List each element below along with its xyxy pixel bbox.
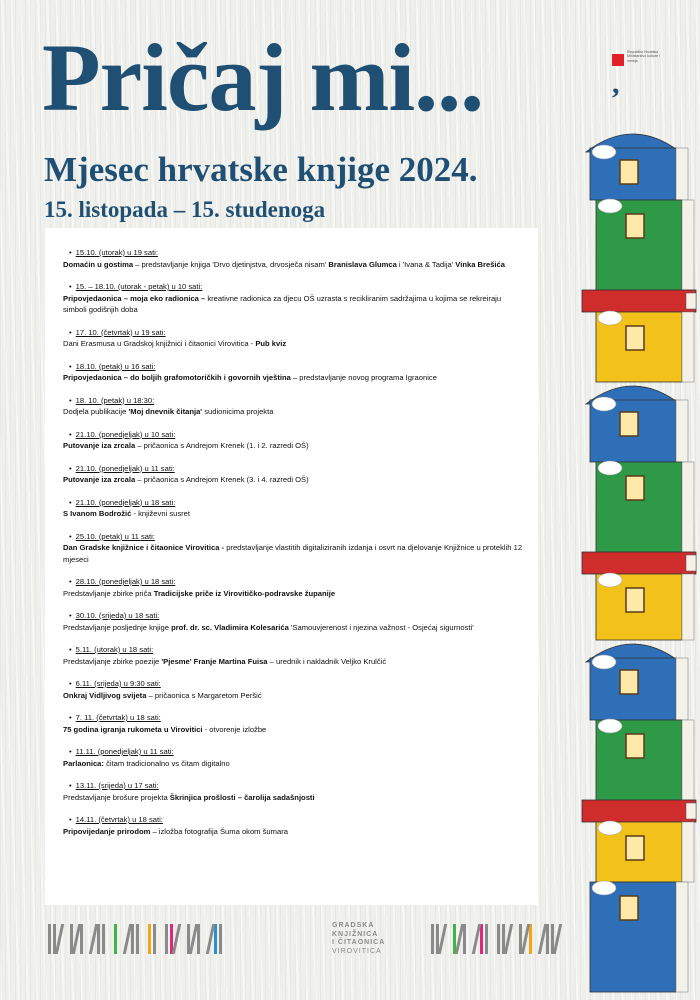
logo-bar [446, 924, 451, 954]
house-pages-shape [676, 400, 688, 462]
window-shape [620, 670, 638, 694]
event-datetime: • 17. 10. (četvrtak) u 19 sati: [63, 328, 166, 337]
event-description [63, 758, 523, 770]
library-city: VIROVITICA [332, 947, 382, 955]
event-highlight: 'Moj dnevnik čitanja' [128, 407, 203, 416]
logo-bar [463, 924, 466, 954]
event-item [63, 361, 523, 384]
event-description [63, 792, 523, 804]
event-item [63, 780, 523, 803]
event-highlight: Škrinjica prošlosti – čarolija sadašnjosti [169, 792, 315, 802]
logo-bar [490, 924, 495, 954]
house-pages-shape [676, 658, 688, 720]
event-text: predstavljanje vlastitih digitaliziranih izdanja i osvrt na djelovanje Knjižnice u proteklih 12 mjeseci [63, 543, 523, 564]
poster-subtitle: Mjesec hrvatske knjige 2024. [44, 150, 478, 189]
event-datetime: • 30.10. (srijeda) u 18 sati: [63, 611, 159, 620]
library-name-line: GRADSKA [332, 922, 375, 929]
event-datetime: • 13.11. (srijeda) u 17 sati: [63, 781, 159, 790]
speech-bubble-shape [598, 461, 622, 475]
logo-bar [529, 924, 532, 954]
logo-bar [158, 924, 163, 954]
house-pages-shape [682, 822, 694, 882]
event-highlight: Vinka Brešića [455, 259, 505, 269]
event-text: - književni susret [131, 509, 191, 518]
event-highlight: 75 godina igranja rukometa u Virovitici [63, 724, 203, 734]
house-pages-shape [682, 462, 694, 552]
logo-bar [485, 924, 488, 954]
event-description [63, 690, 523, 702]
window-shape [620, 896, 638, 920]
library-name [332, 922, 412, 956]
event-description [63, 724, 523, 736]
event-highlight: 'Pjesme' Franje Martina Fuisa [161, 656, 268, 666]
event-highlight: Tradicijske priče iz Virovitičko-podravske županije [153, 588, 336, 598]
event-description [63, 440, 523, 452]
window-shape [626, 734, 644, 758]
logo-bar [131, 924, 134, 954]
logo-bar [480, 924, 483, 954]
house-pages-shape [682, 312, 694, 382]
logo-bar [97, 924, 100, 954]
event-text: Predstavljanje zbirke priča [63, 588, 154, 598]
event-datetime: • 6.11. (srijeda) u 9:30 sati: [63, 679, 161, 688]
event-description [63, 372, 523, 384]
library-name-line: KNJIŽNICA [332, 930, 379, 938]
event-highlight: S Ivanom Bodrožić [63, 509, 132, 518]
event-highlight: Pub kviz [255, 339, 287, 348]
logo-bar [114, 924, 117, 954]
window-shape [626, 214, 644, 238]
event-highlight: Putovanje iza zrcala [63, 441, 136, 450]
speech-bubble-shape [592, 145, 616, 159]
event-datetime: • 28.10. (ponedjeljak) u 18 sati: [63, 577, 175, 586]
book-houses-illustration [568, 120, 700, 1000]
event-datetime: • 5.11. (utorak) u 18 sati: [63, 645, 153, 654]
speech-bubble-shape [598, 821, 622, 835]
event-text: Predstavljanje brošure projekta [63, 792, 170, 802]
window-shape [620, 412, 638, 436]
event-item [63, 576, 523, 599]
event-text: - otvorenje izložbe [202, 724, 267, 734]
event-highlight: Dan Gradske knjižnice i čitaonice Virovitica - [63, 543, 225, 552]
event-highlight: Onkraj Vidljivog svijeta [63, 690, 147, 700]
red-square-icon [612, 54, 624, 66]
event-item [63, 746, 523, 769]
event-datetime: • 15. – 18.10. (utorak - petak) u 10 sati: [63, 282, 202, 291]
event-text: – pričaonica s Andrejom Krenek (3. i 4. razredi OŠ) [135, 475, 309, 484]
book-spine-shape [582, 290, 696, 312]
comma-mark-icon: , [612, 67, 620, 100]
house-pages-shape [676, 882, 688, 992]
event-text: 'Samouvjerenost i njezina važnost - Osjećaj sigurnosti' [288, 622, 474, 632]
ministry-text: Republika Hrvatska Ministarstvo kulture i medija [627, 50, 660, 63]
event-highlight: prof. dr. sc. Vladimira Kolesarića [171, 622, 289, 632]
events-list [45, 228, 538, 837]
house-pages-shape [682, 574, 694, 640]
speech-bubble-shape [592, 655, 616, 669]
event-item [63, 463, 523, 486]
event-item [63, 327, 523, 350]
event-item [63, 531, 523, 566]
speech-bubble-shape [592, 881, 616, 895]
logo-bar [180, 924, 185, 954]
window-shape [626, 836, 644, 860]
event-item [63, 610, 523, 633]
logo-bar [148, 924, 151, 954]
event-description [63, 293, 523, 316]
event-text: čitam tradicionalno vs čitam digitalno [103, 758, 230, 768]
event-datetime: • 21.10. (ponedjeljak) u 11 sati: [63, 464, 175, 473]
logo-bar [136, 924, 139, 954]
event-datetime: • 21.10. (ponedjeljak) u 18 sati: [63, 498, 175, 507]
book-spine-shape [582, 800, 696, 822]
event-text: Dani Erasmusa u Gradskoj knjižnici i čitaonici Virovitica - [63, 339, 256, 348]
event-text: Predstavljanje zbirke poezije [63, 656, 162, 666]
event-highlight: Domaćin u gostima [63, 259, 134, 269]
logo-bar [197, 924, 200, 954]
event-item [63, 497, 523, 520]
event-text: sudionicima projekta [202, 407, 274, 416]
event-highlight: Pripovjedaonica – moja eko radionica – [63, 293, 206, 303]
event-datetime: • 18. 10. (petak) u 18:30: [63, 396, 154, 405]
logo-bar [153, 924, 156, 954]
speech-bubble-shape [598, 199, 622, 213]
event-datetime: • 14.11. (četvrtak) u 18 sati: [63, 815, 163, 824]
logo-bar [497, 924, 500, 954]
logo-bar [512, 924, 517, 954]
poster-title: Pričaj mi... [42, 24, 484, 131]
logo-bar [80, 924, 83, 954]
logo-bar [48, 924, 51, 954]
event-text: i 'Ivana & Tadija' [396, 259, 456, 269]
window-shape [620, 160, 638, 184]
house-pages-shape [676, 148, 688, 200]
event-highlight: Pripovjedaonica – do boljih grafomotoričkih i govornih vještina [63, 373, 291, 382]
book-pages-shape [686, 293, 696, 309]
logo-bars-left [48, 924, 222, 954]
event-item [63, 395, 523, 418]
logo-bar [165, 924, 168, 954]
event-text: – predstavljanje novog programa Igraonice [290, 373, 437, 382]
event-datetime: • 11.11. (ponedjeljak) u 11 sati: [63, 747, 174, 756]
event-item [63, 678, 523, 701]
event-description [63, 588, 523, 600]
logo-bar [431, 924, 434, 954]
event-highlight: Branislava Glumca [328, 259, 397, 269]
event-text: – urednik i nakladnik Veljko Krulčić [267, 656, 387, 666]
logo-bars-right [431, 924, 559, 954]
logo-bar [141, 924, 146, 954]
event-description [63, 826, 523, 838]
event-text: – pričaonica s Andrejom Krenek (1. i 2. razredi OŠ) [135, 441, 309, 450]
book-pages-shape [686, 555, 696, 571]
speech-bubble-shape [598, 311, 622, 325]
library-logo [46, 920, 546, 958]
window-shape [626, 326, 644, 350]
window-shape [626, 588, 644, 612]
event-description [63, 508, 523, 520]
logo-bar [214, 924, 217, 954]
event-description [63, 542, 523, 565]
library-name-line: I ČITAONICA [332, 939, 386, 946]
event-item [63, 814, 523, 837]
event-text: Predstavljanje posljednje knjige [63, 622, 172, 632]
event-text: – pričaonica s Margaretom Peršić [146, 690, 262, 700]
poster-dates: 15. listopada – 15. studenoga [44, 197, 326, 222]
event-datetime: • 18.10. (petak) u 16 sati: [63, 362, 155, 371]
event-item [63, 644, 523, 667]
event-description [63, 259, 523, 271]
logo-bar [102, 924, 105, 954]
logo-bar [553, 924, 562, 954]
ministry-logo [612, 50, 666, 100]
window-shape [626, 476, 644, 500]
logo-bar [546, 924, 549, 954]
event-description [63, 338, 523, 350]
event-description [63, 406, 523, 418]
speech-bubble-shape [598, 719, 622, 733]
event-description [63, 474, 523, 486]
events-panel [45, 228, 538, 905]
event-datetime: • 21.10. (ponedjeljak) u 10 sati: [63, 430, 175, 439]
house-pages-shape [682, 720, 694, 800]
speech-bubble-shape [592, 397, 616, 411]
event-highlight: Pripovijedanje prirodom [63, 826, 151, 836]
logo-bar [63, 924, 68, 954]
event-text: – izložba fotografija Šuma okom šumara [150, 826, 288, 836]
logo-bar [219, 924, 222, 954]
event-description [63, 622, 523, 634]
event-text: Dodjela publikacije [63, 407, 129, 416]
event-datetime: • 7. 11. (četvrtak) u 18 sati: [63, 713, 161, 722]
event-highlight: Parlaonica: [63, 758, 104, 768]
event-description [63, 656, 523, 668]
event-item [63, 281, 523, 316]
house-pages-shape [682, 200, 694, 290]
speech-bubble-shape [598, 573, 622, 587]
event-item [63, 247, 523, 270]
event-item [63, 712, 523, 735]
event-text: kreativne radionica za djecu OŠ uzrasta s recikliranim sadržajima u kojima se rekreiraju simboli godišnjih doba [63, 293, 502, 314]
event-highlight: Putovanje iza zrcala [63, 475, 136, 484]
book-spine-shape [582, 552, 696, 574]
logo-bar [107, 924, 112, 954]
event-text: – predstavljanje knjiga 'Drvo djetinjstva, drvosječa nisam' [133, 259, 329, 269]
book-pages-shape [686, 803, 696, 819]
event-datetime: • 25.10. (petak) u 11 sati: [63, 532, 155, 541]
event-item [63, 429, 523, 452]
event-datetime: • 15.10. (utorak) u 19 sati: [63, 248, 158, 257]
